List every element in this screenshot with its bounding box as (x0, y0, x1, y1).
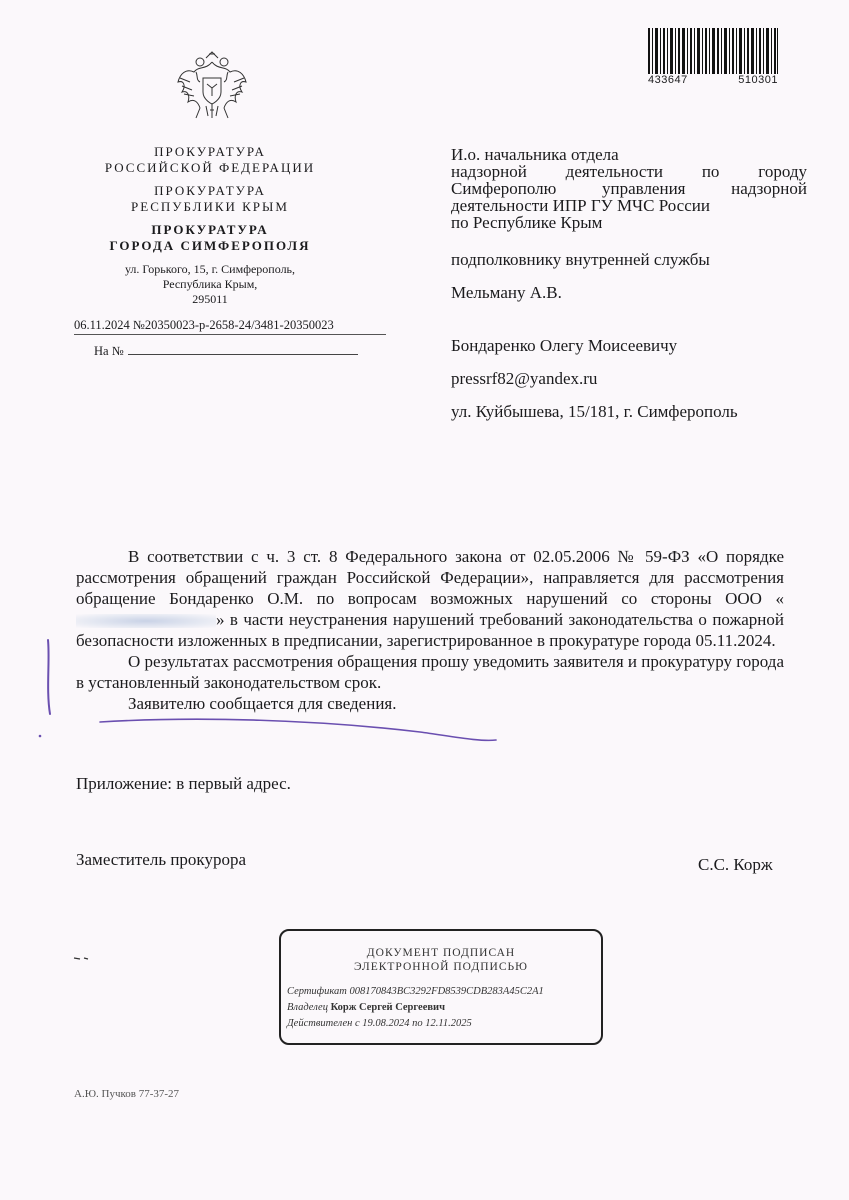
margin-pen-stroke (48, 640, 50, 714)
registration-number: 06.11.2024 №20350023-р-2658-24/3481-20350023 (74, 318, 386, 335)
body-paragraph-3: Заявителю сообщается для сведения. (128, 694, 397, 713)
applicant-email: pressrf82@yandex.ru (451, 369, 598, 388)
recipient-line-1: И.о. начальника отдела (451, 145, 619, 164)
stamp-valid-from-label: с (354, 1018, 360, 1029)
stamp-title-1: ДОКУМЕНТ ПОДПИСАН (366, 947, 516, 959)
barcode-left-number: 433647 (648, 74, 688, 86)
issuer-address-3: 295011 (192, 292, 228, 306)
issuer-line-3: ПРОКУРАТУРА (154, 183, 266, 198)
recipient-line-2: надзорной деятельности по городу (451, 162, 807, 181)
stamp-certificate-row (287, 984, 601, 1000)
stamp-owner-value: Корж Сергей Сергеевич (330, 1002, 445, 1013)
stamp-valid-to: 12.11.2025 (425, 1018, 472, 1029)
stamp-valid-from: 19.08.2024 (362, 1018, 410, 1029)
applicant-name: Бондаренко Олегу Моисеевичу (451, 336, 678, 355)
recipient-line-3: Симферополю управления надзорной (451, 179, 807, 198)
pen-dot (39, 735, 42, 738)
executor-contact: А.Ю. Пучков 77-37-27 (74, 1088, 180, 1100)
body-paragraph-1 (76, 546, 784, 651)
issuer-address-1: ул. Горького, 15, г. Симферополь, (124, 262, 296, 276)
signer-title: Заместитель прокурора (76, 850, 246, 869)
electronic-signature-stamp (279, 929, 603, 1045)
recipient-line-4: деятельности ИПР ГУ МЧС России (451, 196, 710, 215)
body-paragraph-1-part-a: В соответствии с ч. 3 ст. 8 Федерального закона от 02.05.2006 № 59-ФЗ «О порядке рассмотрения обращений граждан Российской Федерации», направляется для рассмотрения обращение Бондаренко О.М. по вопросам возможных нарушений со стороны ООО « (76, 547, 784, 608)
stamp-owner-label: Владелец (287, 1002, 328, 1013)
barcode-right-number: 510301 (738, 74, 778, 86)
stamp-cert-label: Сертификат (287, 986, 347, 997)
body-paragraph-1-part-b: » в части неустранения нарушений требований законодательства о пожарной безопасности изложенных в предписании, зарегистрированное в прокуратуре города 05.11.2024. (76, 610, 784, 650)
letter-body (76, 546, 784, 714)
stamp-valid-to-label: по (412, 1018, 423, 1029)
applicant-address: ул. Куйбышева, 15/181, г. Симферополь (451, 402, 738, 421)
recipient-name: Мельману А.В. (451, 283, 562, 302)
attachment-note: Приложение: в первый адрес. (76, 774, 291, 793)
barcode (648, 28, 778, 74)
stamp-owner-row (287, 1000, 601, 1016)
issuer-line-5: ПРОКУРАТУРА (151, 222, 269, 237)
issuer-line-6: ГОРОДА СИМФЕРОПОЛЯ (109, 238, 311, 253)
recipient-rank: подполковнику внутренней службы (451, 250, 710, 269)
issuer-line-2: РОССИЙСКОЙ ФЕДЕРАЦИИ (104, 160, 316, 175)
recipient-line-5: по Республике Крым (451, 213, 603, 232)
issuer-line-1: ПРОКУРАТУРА (154, 144, 266, 159)
issuer-address-2: Республика Крым, (162, 277, 258, 291)
reference-label: На № (94, 344, 124, 358)
underline-pen-stroke (100, 719, 496, 740)
reference-blank (128, 342, 358, 355)
stamp-valid-label: Действителен (287, 1018, 353, 1029)
body-paragraph-2: О результатах рассмотрения обращения прошу уведомить заявителя и прокуратуру города в установленный законодательством срок. (76, 652, 784, 692)
redacted-company-name (76, 614, 216, 628)
stamp-validity-row (287, 1016, 601, 1032)
stamp-cert-value: 008170843BC3292FD8539CDB283A45C2A1 (349, 986, 544, 997)
issuer-line-4: РЕСПУБЛИКИ КРЫМ (131, 199, 289, 214)
scan-speck (74, 958, 88, 959)
reference-line (94, 342, 358, 359)
stamp-title-2: ЭЛЕКТРОННОЙ ПОДПИСЬЮ (354, 961, 528, 973)
signer-name: С.С. Корж (698, 855, 773, 874)
coat-of-arms-emblem-icon (176, 48, 248, 124)
barcode-numbers (648, 74, 778, 86)
